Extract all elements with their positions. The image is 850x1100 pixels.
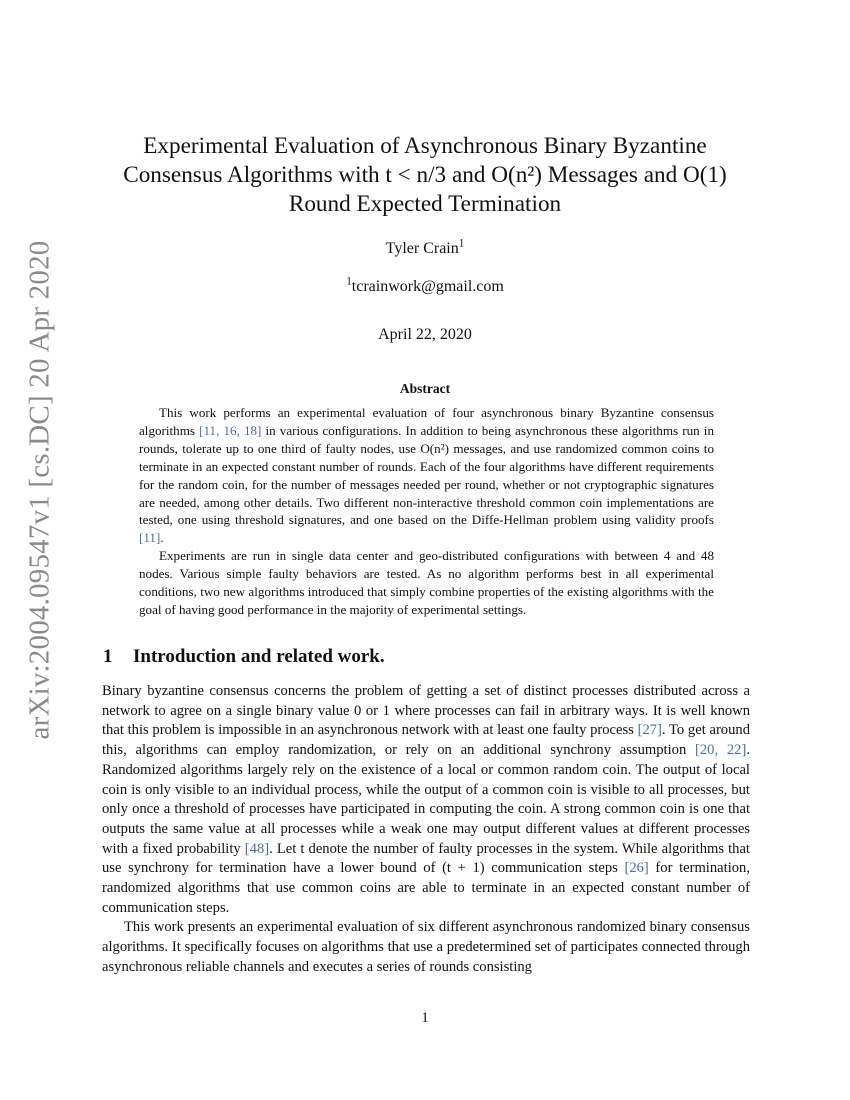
author-name: Tyler Crain — [385, 240, 459, 257]
email-line — [95, 275, 755, 296]
title-line-2: Consensus Algorithms with t < n/3 and O(n²) Messages and O(1) — [123, 162, 727, 188]
abstract-heading: Abstract — [399, 381, 451, 396]
abstract-body — [139, 404, 714, 619]
abstract-paragraph-2: Experiments are run in single data center and geo-distributed configurations with between 4 and 48 nodes. Various simple faulty behaviors are tested. As no algorithm performs best in all experimental conditions, two new algorithms introduced that simply combine properties of the existing algorithms with the goal of having good performance in the majority of experimental settings. — [139, 548, 714, 617]
body-text-segment: . Randomized algorithms largely rely on the existence of a local or common random coin. The output of local coin is only visible to an individual process, while the output of a common coin is visible to all processes, but only once a threshold of processes have participated in computing the coin. A strong common coin is one that outputs the same value at all processes while a weak one may output different values at different processes with a fixed probability — [102, 742, 750, 857]
citation-link[interactable]: [11, 16, 18] — [199, 422, 262, 438]
section-title: Introduction and related work. — [133, 646, 385, 667]
body-paragraph-2: This work presents an experimental evaluation of six different asynchronous randomized binary consensus algorithms. It specifically focuses on algorithms that use a predetermined set of participates connected through asynchronous reliable channels and executes a series of rounds consisting — [102, 919, 750, 975]
citation-link[interactable]: [27] — [637, 722, 662, 739]
body-text-segment: . To get around this, algorithms can employ randomization, or rely on an additional synchrony assumption — [102, 722, 750, 759]
body-text-segment: for termination, randomized algorithms that use common coins are able to terminate in an expected constant number of communication steps. — [102, 860, 750, 916]
author-line — [95, 237, 755, 258]
abstract-paragraph-1 — [139, 404, 714, 547]
paper-date: April 22, 2020 — [378, 326, 472, 343]
title-line-1: Experimental Evaluation of Asynchronous Binary Byzantine — [143, 133, 707, 159]
body-paragraph-1 — [102, 682, 750, 918]
abstract-text-segment: . — [160, 530, 164, 546]
paper-title — [95, 132, 755, 219]
citation-link[interactable]: [20, 22] — [695, 742, 747, 759]
body-text-segment: . Let t denote the number of faulty processes in the system. While algorithms that use synchrony for termination have a lower bound of (t + 1) communication steps — [102, 840, 750, 877]
citation-link[interactable]: [26] — [624, 860, 649, 877]
body-text-segment: Binary byzantine consensus concerns the problem of getting a set of distinct processes distributed across a network to agree on a single binary value 0 or 1 where processes can fail in arbitrary ways. It is well known that this problem is impossible in an asynchronous network with at least one faulty process — [102, 683, 750, 739]
section-number: 1 — [103, 646, 113, 667]
author-email: tcrainwork@gmail.com — [351, 278, 504, 295]
section-heading — [103, 646, 385, 668]
page-number: 1 — [421, 1010, 429, 1026]
citation-link[interactable]: [48] — [244, 840, 270, 857]
abstract-text-segment: in various configurations. In addition to being asynchronous these algorithms run in rounds, tolerate up to one third of faulty nodes, use O(n²) messages, and use randomized common coins to terminate in an expected constant number of rounds. Each of the four algorithms have different requirements for the random coin, for the number of messages needed per round, whether or not cryptographic signatures are needed, among other details. Two different non-interactive threshold common coin implementations are tested, one using threshold signatures, and one based on the Diffe-Hellman problem using validity proofs — [139, 422, 714, 528]
title-line-3: Round Expected Termination — [288, 191, 562, 217]
email-affiliation-mark: 1 — [346, 275, 352, 288]
arxiv-id-text: arXiv:2004.09547v1 [cs.DC] 20 Apr 2020 — [23, 240, 56, 740]
author-affiliation-mark: 1 — [458, 237, 465, 250]
section-body — [102, 682, 750, 978]
abstract-text-segment: This work performs an experimental evaluation of four asynchronous binary Byzantine consensus algorithms — [139, 405, 714, 438]
citation-link[interactable]: [11] — [139, 530, 161, 546]
